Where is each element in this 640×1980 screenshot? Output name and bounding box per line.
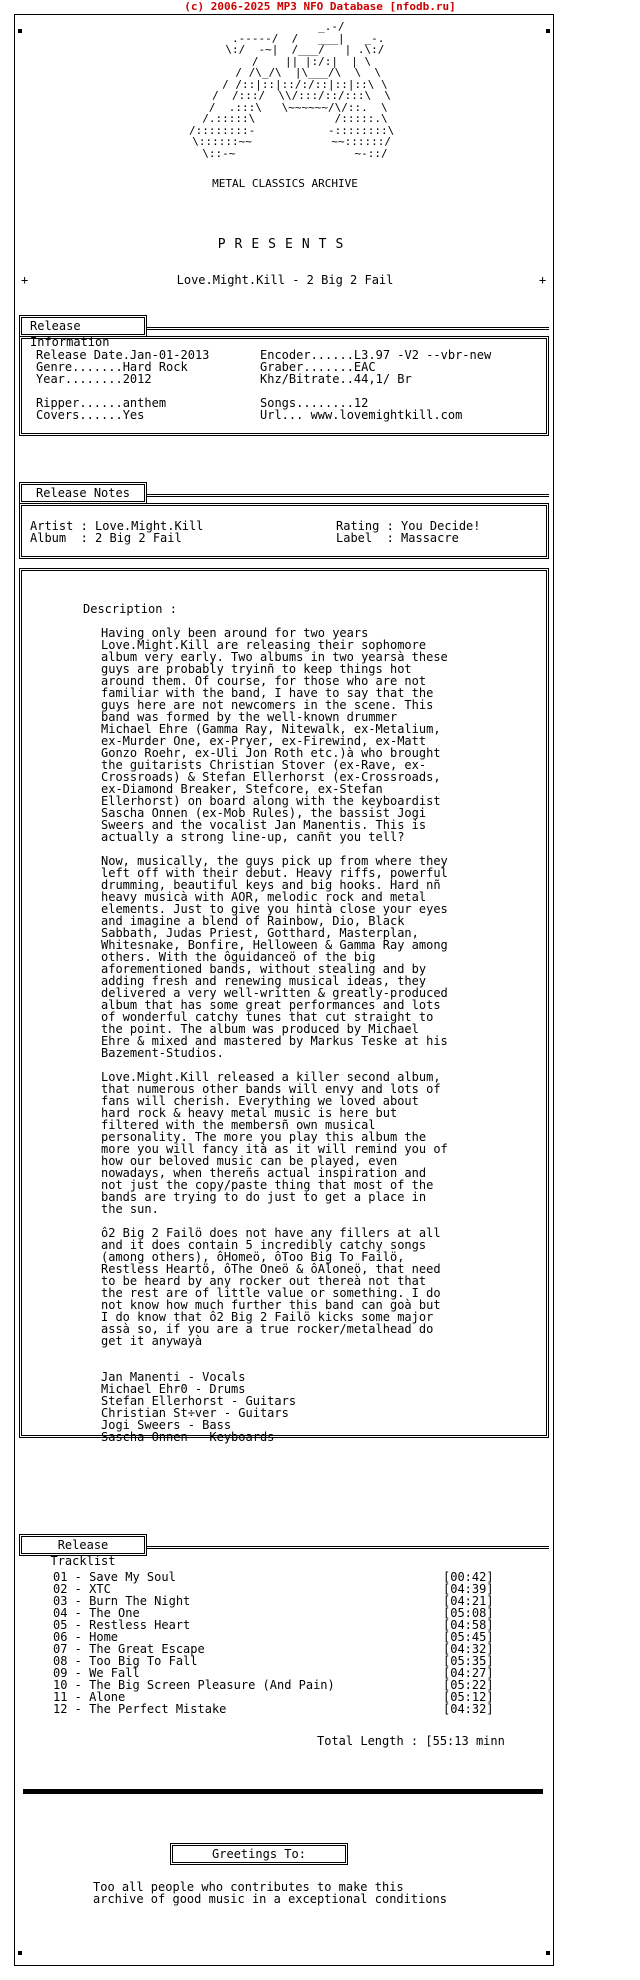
corner-dot [18,1951,22,1955]
track-length: [05:08] [443,1606,494,1620]
lineup: Jan Manenti - Vocals Michael Ehr0 - Drums Stefan Ellerhorst - Guitars Christian St÷ver - Guitars Jogi Sweers - Bass Sascha Onnen - Keyboards [101,1370,297,1444]
plus-right: + [539,273,547,287]
nfo-document [14,14,554,1966]
track-length: [04:27] [443,1666,494,1680]
track-length: [04:32] [443,1642,494,1656]
track-length: [00:42] [443,1570,494,1584]
tab-release-information: Release Information [19,315,147,337]
tab-release-tracklist: Release Tracklist [19,1534,147,1556]
track-title: 04 - The One [53,1606,140,1620]
track-title: 10 - The Big Screen Pleasure (And Pain) [53,1678,335,1692]
track-length: [04:32] [443,1702,494,1716]
track-title: 12 - The Perfect Mistake [53,1702,227,1716]
track-length: [05:45] [443,1630,494,1644]
corner-dot [546,1951,550,1955]
track-length: [05:12] [443,1690,494,1704]
track-length: [04:21] [443,1594,494,1608]
track-title: 01 - Save My Soul [53,1570,176,1584]
description [83,603,503,1455]
greetings-text: Too all people who contributes to make this archive of good music in a exceptional conditions [93,1880,448,1906]
site-header: (c) 2006-2025 MP3 NFO Database [nfodb.ru] [184,0,456,13]
track-title: 02 - XTC [53,1582,111,1596]
tab-rule [143,494,549,497]
tab-rule [143,1546,549,1549]
tab-release-notes: Release Notes [19,482,147,504]
tab-greetings: Greetings To: [170,1843,348,1865]
track-length: [05:35] [443,1654,494,1668]
notes-header-box [19,503,549,559]
track-title: 05 - Restless Heart [53,1618,191,1632]
presents-heading: PRESENTS [217,237,353,252]
release-info-left: Release Date.Jan-01-2013 Genre.......Hard Rock Year........2012 Ripper......anthem Covers......Yes [36,348,210,422]
description-label: Description : [83,602,177,616]
track-length: [04:58] [443,1618,494,1632]
tab-rule [143,327,549,330]
track-title: 03 - Burn The Night [53,1594,191,1608]
ascii-logo: _.-/ .-----/ / ___| _-. \:/ -~| /___/ | .\:/ / || |:/:| | \ / /\_/\ |\___/\ \ \ / /::|::|::/:/::|::|::\ \ / /:::/ \\/:::/::/:::\ \ / .:::\ \~~~~~~/\/::. \ /.:::::\ /:::::.\ /::::::::- -::::::::\ \::::::~~ ~~::::::/ \::-~ ~-::/ [188,20,395,160]
description-paragraph: Having only been around for two years Love.Might.Kill are releasing their sophomore album very early. Two albums in two yearsà these guys are probably tryinñ to keep things hot around them. Of course, for those who are not familiar with the band, I have to say that the guys here are not newcomers in the scene. This band was formed by the well-known drummer Michael Ehre (Gamma Ray, Nitewalk, ex-Metalium, ex-Murder One, ex-Pryer, ex-Firewind, ex-Matt Gonzo Roehr, ex-Uli Jon Roth etc.)à who brought the guitarists Christian Stover (ex-Rave, ex- Crossroads) & Stefan Ellerhorst (ex-Crossroads, ex-Diamond Breaker, Stefcore, ex-Stefan Ellerhorst) on board along with the keyboardist Sascha Onnen (ex-Mob Rules), the bassist Jogi Sweers and the vocalist Jan Manentis. This is actually a strong line-up, canñt you tell? [101,626,448,844]
description-paragraph: ô2 Big 2 Failö does not have any fillers at all and it does contain 5 incredibly catchy songs (among others), ôHomeö, ôToo Big To Failö, Restless Heartö, ôThe Oneö & ôAloneö, that need to be heard by any rocker out thereà not that the rest are of little value or something. I do not know how much further this band can goà but I do know that ô2 Big 2 Failö kicks some major assà so, if you are a true rocker/metalhead do get it anywayà [101,1226,441,1348]
plus-left: + [21,273,29,287]
track-length: [04:39] [443,1582,494,1596]
track-title: 07 - The Great Escape [53,1642,205,1656]
notes-artist-album: Artist : Love.Might.Kill Album : 2 Big 2 Fail [30,519,204,545]
track-title: 08 - Too Big To Fall [53,1654,198,1668]
description-paragraph: Now, musically, the guys pick up from where they left off with their debut. Heavy riffs, powerful drumming, beautiful keys and big hooks. Hard nñ heavy musicà with AOR, melodic rock and metal elements. Just to give you hintà close your eyes and imagine a blend of Rainbow, Dio, Black Sabbath, Judas Priest, Gotthard, Masterplan, Whitesnake, Bonfire, Helloween & Gamma Ray among others. With the ôguidanceö of the big aforementioned bands, without stealing and by adding fresh and renewing musical ideas, they delivered a very well-written & greatly-produced album that has some great performances and lots of wonderful catchy tunes that cut straight to the point. The album was produced by Michael Ehre & mixed and mastered by Markus Teske at his Bazement-Studios. [101,854,448,1060]
divider-bar [23,1789,543,1794]
release-info-box [19,336,549,436]
track-title: 11 - Alone [53,1690,126,1704]
release-info-right: Encoder......L3.97 -V2 --vbr-new Graber.......EAC Khz/Bitrate..44,1/ Br Songs........12 Url... www.lovemightkill.com [260,348,492,422]
track-length: [05:22] [443,1678,494,1692]
track-title: 06 - Home [53,1630,119,1644]
tracklist [53,1571,493,1721]
notes-rating-label: Rating : You Decide! Label : Massacre [336,519,481,545]
total-length: Total Length : [55:13 minn [317,1734,505,1748]
track-title: 09 - We Fall [53,1666,140,1680]
description-paragraph: Love.Might.Kill released a killer second album, that numerous other bands will envy and lots of fans will cherish. Everything we loved about hard rock & heavy metal music is here but filtered with the membersñ own musical personality. The more you play this album the more you will fancy ità as it will remind you of how our beloved music can be played, even nowadays, when thereñs actual inspiration and not just the copy/paste thing that most of the bands are trying to do just to get a place in the sun. [101,1070,448,1216]
release-title: Love.Might.Kill - 2 Big 2 Fail [176,273,394,287]
logo-caption: METAL CLASSICS ARCHIVE [212,177,358,190]
